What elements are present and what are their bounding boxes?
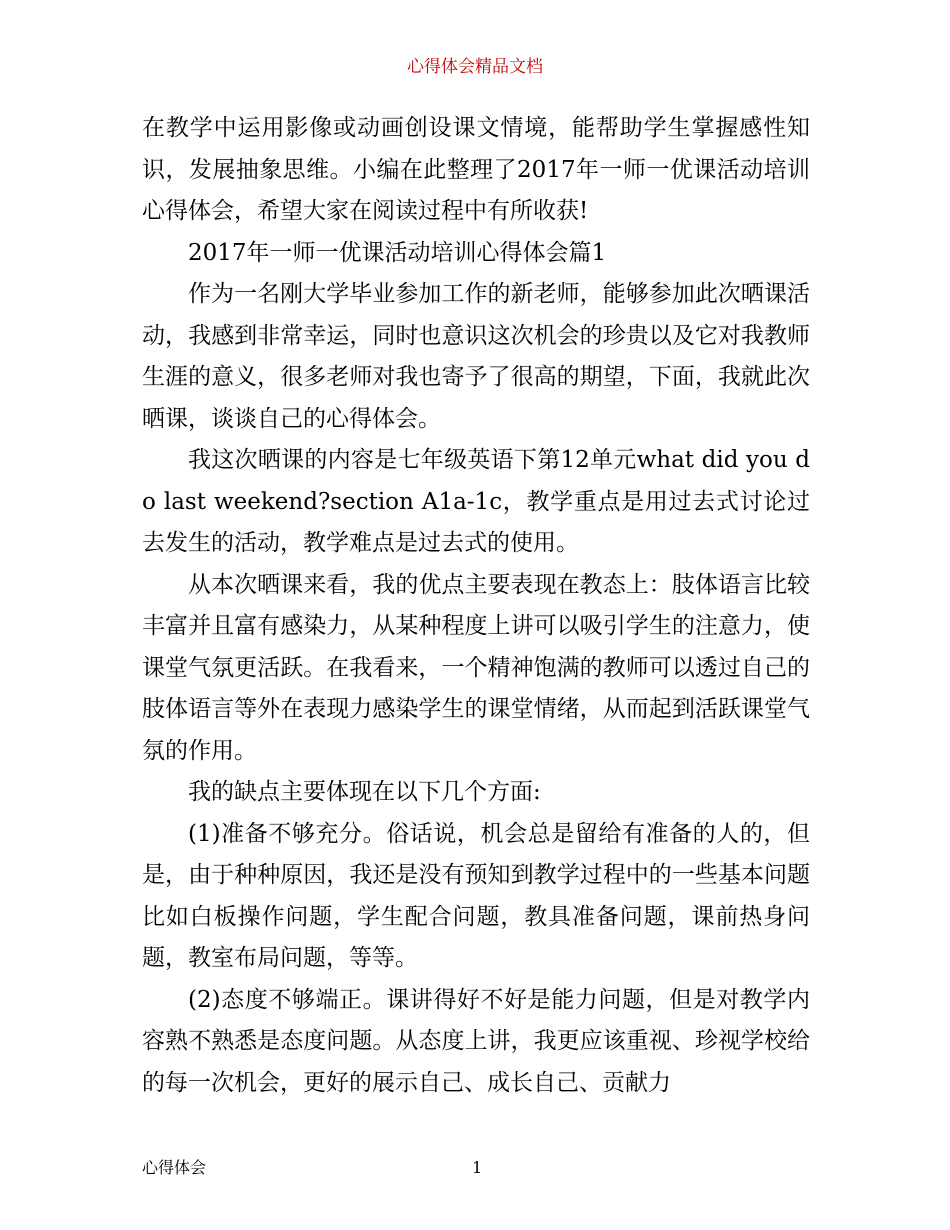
footer-label: 心得体会 xyxy=(142,1158,207,1177)
paragraph: 从本次晒课来看，我的优点主要表现在教态上：肢体语言比较丰富并且富有感染力，从某种程度上讲可以吸引学生的注意力，使课堂气氛更活跃。在我看来，一个精神饱满的教师可以透过自己的肢体语言等外在表现力感染学生的课堂情绪，从而起到活跃课堂气氛的作用。 xyxy=(142,571,810,764)
page-header xyxy=(0,56,950,78)
section-heading: 2017年一师一优课活动培训心得体会篇1 xyxy=(188,239,607,266)
paragraph: 我的缺点主要体现在以下几个方面: xyxy=(188,779,541,805)
paragraph: 我这次晒课的内容是七年级英语下第12单元what did you do last weekend?section A1a-1c，教学重点是用过去式讨论过去发生的活动，教学难点是过去式的使用。 xyxy=(142,447,810,556)
paragraph-intro: 在教学中运用影像或动画创设课文情境，能帮助学生掌握感性知识，发展抽象思维。小编在此整理了2017年一师一优课活动培训心得体会，希望大家在阅读过程中有所收获! xyxy=(142,115,810,224)
paragraph: 作为一名刚大学毕业参加工作的新老师，能够参加此次晒课活动，我感到非常幸运，同时也意识这次机会的珍贵以及它对我教师生涯的意义，很多老师对我也寄予了很高的期望，下面，我就此次晒课，谈谈自己的心得体会。 xyxy=(142,281,810,432)
paragraph: (2)态度不够端正。课讲得好不好是能力问题，但是对教学内容熟不熟悉是态度问题。从态度上讲，我更应该重视、珍视学校给的每一次机会，更好的展示自己、成长自己、贡献力 xyxy=(142,986,810,1096)
header-title: 心得体会精品文档 xyxy=(407,57,543,77)
page-footer xyxy=(142,1157,810,1179)
paragraph: (1)准备不够充分。俗话说，机会总是留给有准备的人的，但是，由于种种原因，我还是没有预知到教学过程中的一些基本问题比如白板操作问题，学生配合问题，教具准备问题，课前热身问题，教室布局问题，等等。 xyxy=(142,820,810,971)
document-body xyxy=(142,108,810,1104)
page-number: 1 xyxy=(472,1158,483,1177)
